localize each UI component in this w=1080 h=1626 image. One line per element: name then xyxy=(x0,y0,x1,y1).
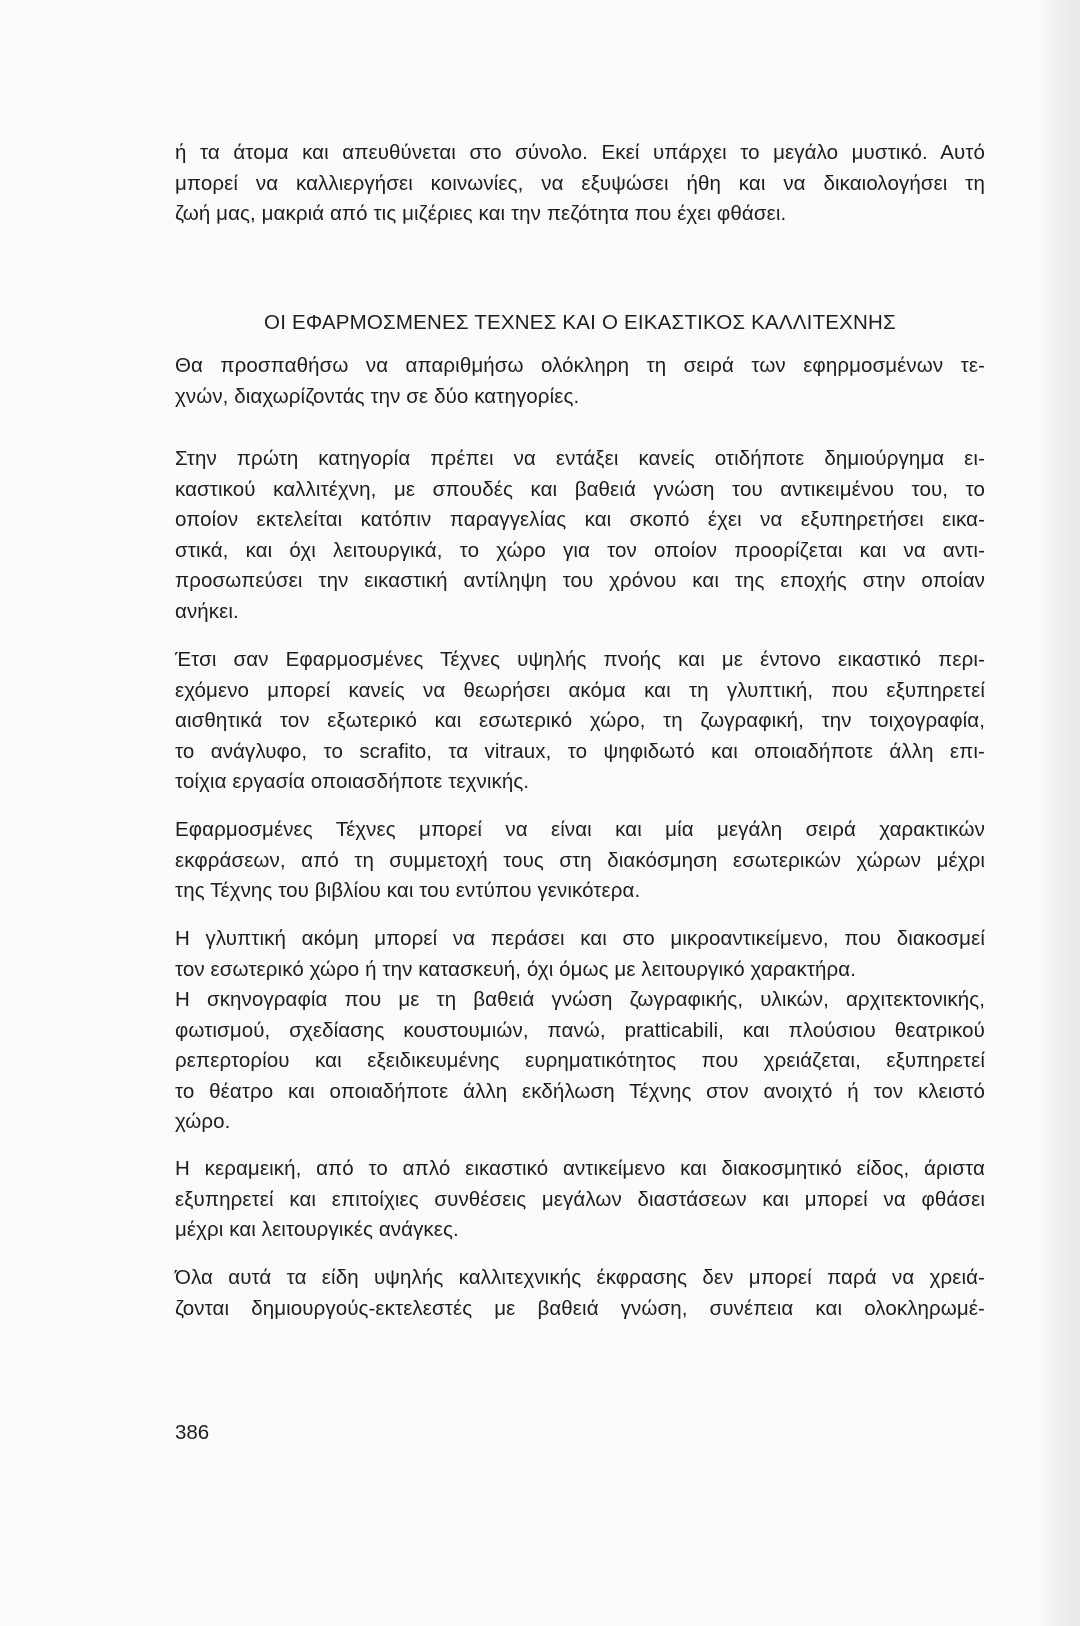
text-line: εχόμενο μπορεί κανείς να θεωρήσει ακόμα και τη γλυπτική, που εξυπηρετεί xyxy=(175,678,985,702)
paragraph xyxy=(175,924,985,985)
text-line: το θέατρο και οποιαδήποτε άλλη εκδήλωση Τέχνης στον ανοιχτό ή τον κλειστό xyxy=(175,1079,985,1103)
paragraph xyxy=(175,444,985,627)
text-line: εκφράσεων, από τη συμμετοχή τους στη διακόσμηση εσωτερικών χώρων μέχρι xyxy=(175,848,985,872)
text-line: οποίον εκτελείται κατόπιν παραγγελίας και σκοπό έχει να εξυπηρετήσει εικα- xyxy=(175,508,985,531)
text-line: Στην πρώτη κατηγορία πρέπει να εντάξει κανείς οτιδήποτε δημιούργημα ει- xyxy=(175,447,985,470)
text-line: Εφαρμοσμένες Τέχνες μπορεί να είναι και μία μεγάλη σειρά χαρακτικών xyxy=(175,818,985,841)
text-line: Θα προσπαθήσω να απαριθμήσω ολόκληρη τη σειρά των εφηρμοσμένων τε- xyxy=(175,354,985,377)
text-line: προσωπεύσει την εικαστική αντίληψη του χρόνου και της εποχής στην οποίαν xyxy=(175,569,985,592)
text-line: Έτσι σαν Εφαρμοσμένες Τέχνες υψηλής πνοής και με έντονο εικαστικό περι- xyxy=(175,648,985,671)
text-line: ζωή μας, μακριά από τις μιζέριες και την πεζότητα που έχει φθάσει. xyxy=(175,202,787,225)
intro-paragraph xyxy=(175,138,985,230)
text-line: Η γλυπτική ακόμη μπορεί να περάσει και στο μικροαντικείμενο, που διακοσμεί xyxy=(175,927,985,950)
text-line: χώρο. xyxy=(175,1110,231,1133)
text-line: χνών, διαχωρίζοντάς την σε δύο κατηγορίες. xyxy=(175,384,580,408)
text-line: ανήκει. xyxy=(175,599,239,623)
paragraph xyxy=(175,351,985,412)
page-number: 386 xyxy=(175,1421,210,1444)
text-line: φωτισμού, σχεδίασης κουστουμιών, πανώ, pratticabili, και πλούσιου θεατρικού xyxy=(175,1018,985,1042)
text-line: μπορεί να καλλιεργήσει κοινωνίες, να εξυψώσει ήθη και να δικαιολογήσει τη xyxy=(175,171,985,195)
page-gutter-shadow xyxy=(1036,0,1080,1626)
text-line: καστικού καλλιτέχνη, με σπουδές και βαθειά γνώση του αντικειμένου του, το xyxy=(175,477,985,501)
text-line: αισθητικά τον εξωτερικό και εσωτερικό χώρο, τη ζωγραφική, την τοιχογραφία, xyxy=(175,709,985,732)
paragraph xyxy=(175,1154,985,1246)
text-line: εξυπηρετεί και επιτοίχιες συνθέσεις μεγάλων διαστάσεων και μπορεί να φθάσει xyxy=(175,1187,985,1211)
text-line: τοίχια εργασία οποιασδήποτε τεχνικής. xyxy=(175,770,530,793)
paragraph xyxy=(175,1263,985,1324)
text-line: μέχρι και λειτουργικές ανάγκες. xyxy=(175,1218,459,1241)
text-line: το ανάγλυφο, το scrafito, τα vitraux, το ψηφιδωτό και οποιαδήποτε άλλη επι- xyxy=(175,739,985,763)
section-heading: ΟΙ ΕΦΑΡΜΟΣΜΕΝΕΣ ΤΕΧΝΕΣ ΚΑΙ Ο ΕΙΚΑΣΤΙΚΟΣ ΚΑΛΛΙΤΕΧΝΗΣ xyxy=(264,311,896,334)
text-line: τον εσωτερικό χώρο ή την κατασκευή, όχι όμως με λειτουργικό χαρακτήρα. xyxy=(175,957,857,981)
paragraph xyxy=(175,645,985,798)
text-line: Η σκηνογραφία που με τη βαθειά γνώση ζωγραφικής, υλικών, αρχιτεκτονικής, xyxy=(175,988,985,1011)
text-line: Η κεραμεική, από το απλό εικαστικό αντικείμενο και διακοσμητικό είδος, άριστα xyxy=(175,1157,985,1180)
paragraph xyxy=(175,815,985,907)
text-line: ρεπερτορίου και εξειδικευμένης ευρηματικότητος που χρειάζεται, εξυπηρετεί xyxy=(175,1049,985,1072)
text-line: ή τα άτομα και απευθύνεται στο σύνολο. Εκεί υπάρχει το μεγάλο μυστικό. Αυτό xyxy=(175,141,985,164)
text-line: της Τέχνης του βιβλίου και του εντύπου γενικότερα. xyxy=(175,879,641,902)
text-line: στικά, και όχι λειτουργικά, το χώρο για τον οποίον προορίζεται και να αντι- xyxy=(175,538,985,562)
text-line: Όλα αυτά τα είδη υψηλής καλλιτεχνικής έκφρασης δεν μπορεί παρά να χρειά- xyxy=(175,1266,985,1289)
paragraph xyxy=(175,985,985,1138)
text-line: ζονται δημιουργούς-εκτελεστές με βαθειά γνώση, συνέπεια και ολοκληρωμέ- xyxy=(175,1296,985,1320)
